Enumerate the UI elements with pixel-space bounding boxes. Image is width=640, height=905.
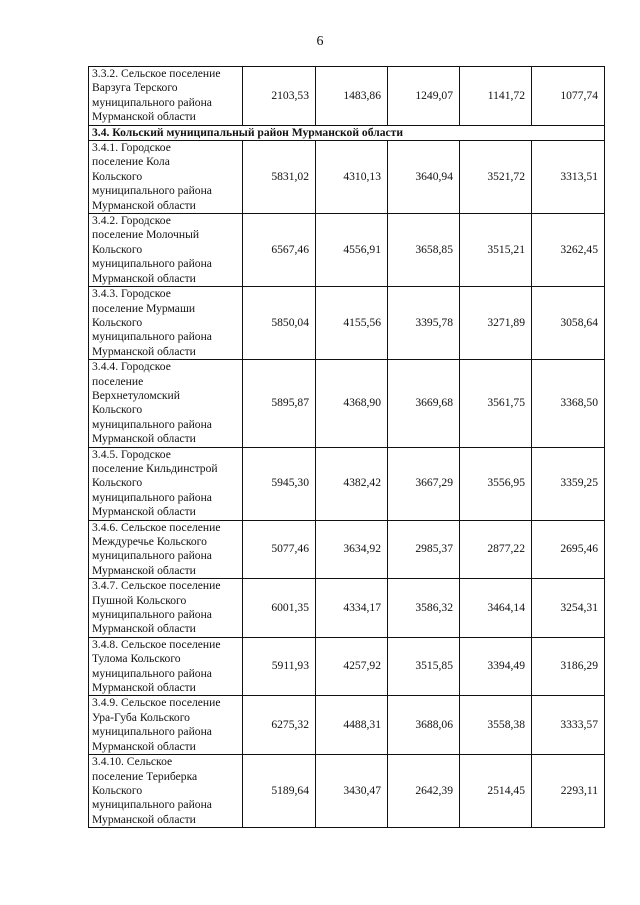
value-cell-2: 1483,86: [316, 67, 388, 126]
value-cell-1: 2103,53: [243, 67, 316, 126]
value-cell-5: 3333,57: [532, 696, 605, 755]
value-cell-4: 3464,14: [460, 579, 532, 638]
value-cell-2: 4155,56: [316, 287, 388, 360]
value-cell-4: 1141,72: [460, 67, 532, 126]
settlement-name-cell: 3.4.3. Городское поселение Мурмаши Кольского муниципального района Мурманской области: [89, 287, 243, 360]
value-cell-5: 3058,64: [532, 287, 605, 360]
table-row: [89, 520, 605, 579]
value-cell-4: 3561,75: [460, 360, 532, 447]
value-cell-1: 6275,32: [243, 696, 316, 755]
settlement-name-cell: 3.4.5. Городское поселение Кильдинстрой Кольского муниципального района Мурманской области: [89, 447, 243, 520]
value-cell-5: 1077,74: [532, 67, 605, 126]
value-cell-5: 3186,29: [532, 637, 605, 696]
value-cell-1: 5945,30: [243, 447, 316, 520]
tariff-table: [88, 66, 605, 828]
value-cell-1: 6567,46: [243, 214, 316, 287]
value-cell-2: 3430,47: [316, 755, 388, 828]
settlement-name-cell: 3.4.9. Сельское поселение Ура-Губа Кольского муниципального района Мурманской области: [89, 696, 243, 755]
table-row: [89, 696, 605, 755]
table-row: [89, 287, 605, 360]
value-cell-4: 3521,72: [460, 141, 532, 214]
settlement-name-cell: 3.4.10. Сельское поселение Териберка Кольского муниципального района Мурманской области: [89, 755, 243, 828]
table-row: [89, 141, 605, 214]
value-cell-3: 3395,78: [388, 287, 460, 360]
settlement-name-cell: 3.4.2. Городское поселение Молочный Кольского муниципального района Мурманской области: [89, 214, 243, 287]
value-cell-1: 5831,02: [243, 141, 316, 214]
settlement-name-cell: 3.4.7. Сельское поселение Пушной Кольского муниципального района Мурманской области: [89, 579, 243, 638]
value-cell-1: 5077,46: [243, 520, 316, 579]
table-row: [89, 360, 605, 447]
value-cell-4: 3394,49: [460, 637, 532, 696]
value-cell-1: 5850,04: [243, 287, 316, 360]
value-cell-2: 4310,13: [316, 141, 388, 214]
value-cell-2: 4334,17: [316, 579, 388, 638]
settlement-name-cell: 3.4.4. Городское поселение Верхнетуломский Кольского муниципального района Мурманской области: [89, 360, 243, 447]
value-cell-4: 3515,21: [460, 214, 532, 287]
value-cell-3: 1249,07: [388, 67, 460, 126]
page-number: 6: [316, 34, 324, 49]
value-cell-1: 5189,64: [243, 755, 316, 828]
value-cell-5: 3262,45: [532, 214, 605, 287]
value-cell-3: 3586,32: [388, 579, 460, 638]
value-cell-1: 5895,87: [243, 360, 316, 447]
section-title: 3.4. Кольский муниципальный район Мурманской области: [89, 125, 605, 140]
value-cell-3: 3640,94: [388, 141, 460, 214]
settlement-name-cell: 3.4.8. Сельское поселение Тулома Кольского муниципального района Мурманской области: [89, 637, 243, 696]
table-row: [89, 579, 605, 638]
value-cell-4: 3271,89: [460, 287, 532, 360]
value-cell-3: 3667,29: [388, 447, 460, 520]
value-cell-3: 2985,37: [388, 520, 460, 579]
value-cell-2: 4382,42: [316, 447, 388, 520]
value-cell-2: 4257,92: [316, 637, 388, 696]
settlement-name-cell: 3.4.1. Городское поселение Кола Кольского муниципального района Мурманской области: [89, 141, 243, 214]
table-row: [89, 214, 605, 287]
section-header-row: [89, 125, 605, 140]
value-cell-5: 2293,11: [532, 755, 605, 828]
value-cell-5: 3254,31: [532, 579, 605, 638]
value-cell-3: 2642,39: [388, 755, 460, 828]
value-cell-1: 5911,93: [243, 637, 316, 696]
table-row: [89, 447, 605, 520]
value-cell-4: 3558,38: [460, 696, 532, 755]
value-cell-4: 2514,45: [460, 755, 532, 828]
value-cell-2: 4556,91: [316, 214, 388, 287]
value-cell-2: 3634,92: [316, 520, 388, 579]
value-cell-4: 3556,95: [460, 447, 532, 520]
value-cell-4: 2877,22: [460, 520, 532, 579]
table-row: [89, 637, 605, 696]
value-cell-1: 6001,35: [243, 579, 316, 638]
value-cell-2: 4368,90: [316, 360, 388, 447]
table-body: [89, 67, 605, 828]
value-cell-5: 2695,46: [532, 520, 605, 579]
value-cell-3: 3669,68: [388, 360, 460, 447]
value-cell-3: 3688,06: [388, 696, 460, 755]
settlement-name-cell: 3.3.2. Сельское поселение Варзуга Терского муниципального района Мурманской области: [89, 67, 243, 126]
value-cell-5: 3359,25: [532, 447, 605, 520]
value-cell-3: 3515,85: [388, 637, 460, 696]
table-row: [89, 755, 605, 828]
value-cell-3: 3658,85: [388, 214, 460, 287]
settlement-name-cell: 3.4.6. Сельское поселение Междуречье Кольского муниципального района Мурманской области: [89, 520, 243, 579]
value-cell-2: 4488,31: [316, 696, 388, 755]
value-cell-5: 3368,50: [532, 360, 605, 447]
value-cell-5: 3313,51: [532, 141, 605, 214]
table-row: [89, 67, 605, 126]
